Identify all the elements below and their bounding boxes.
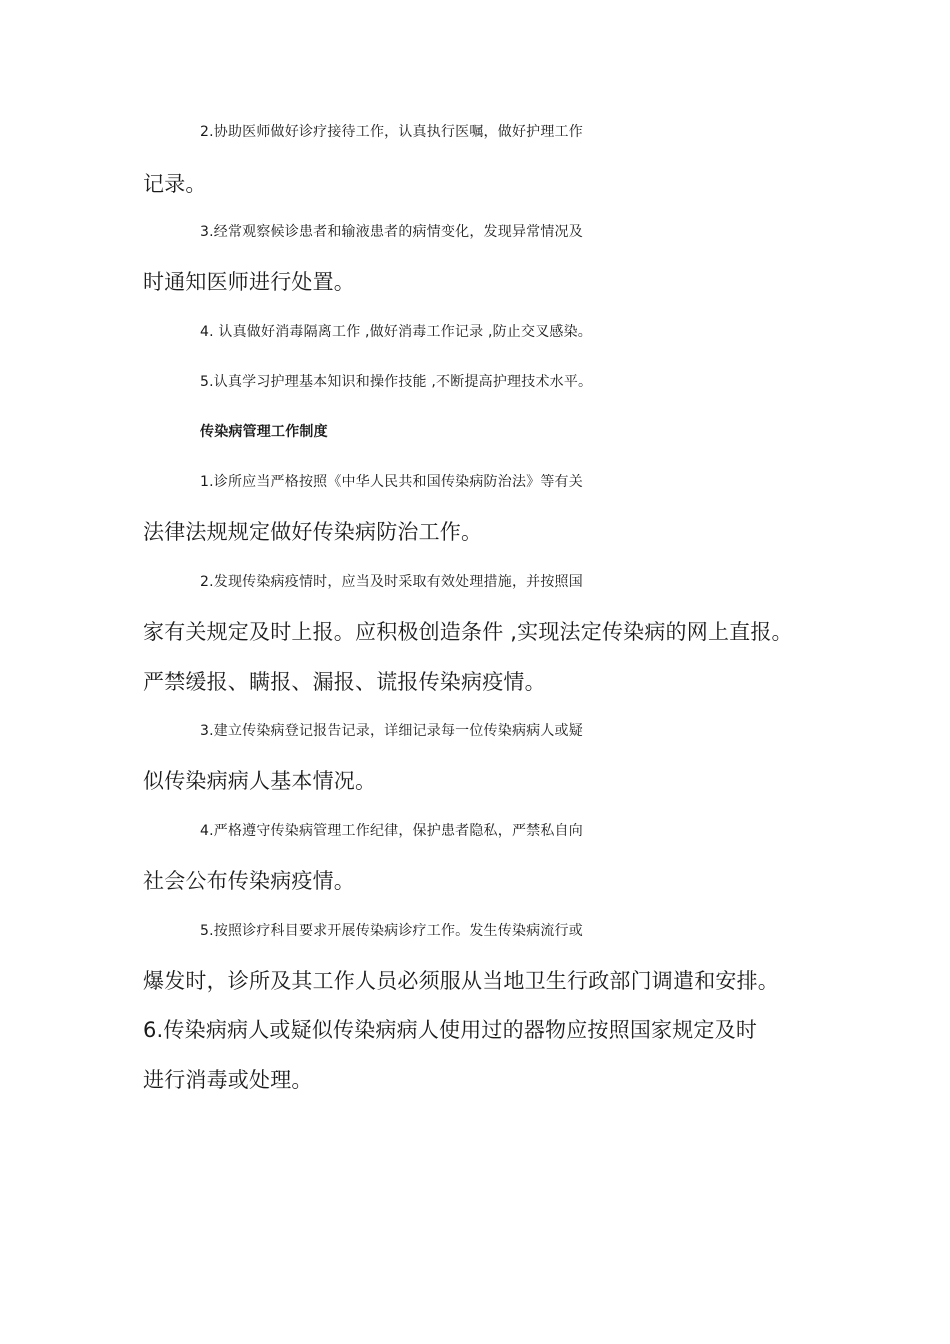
paragraph-line: 1.诊所应当严格按照《中华人民共和国传染病防治法》等有关 [200,474,583,490]
paragraph-line: 似传染病病人基本情况。 [143,769,377,793]
paragraph-line: 5.按照诊疗科目要求开展传染病诊疗工作。发生传染病流行或 [200,923,583,939]
paragraph-line: 家有关规定及时上报。应积极创造条件 ,实现法定传染病的网上直报。 [143,620,793,644]
paragraph-line: 法律法规规定做好传染病防治工作。 [143,520,483,544]
paragraph-line: 2.发现传染病疫情时，应当及时采取有效处理措施，并按照国 [200,574,583,590]
paragraph-line: 3.经常观察候诊患者和输液患者的病情变化，发现异常情况及 [200,224,583,240]
paragraph-line: 4. 认真做好消毒隔离工作 ,做好消毒工作记录 ,防止交叉感染。 [200,324,593,340]
paragraph-line: 6.传染病病人或疑似传染病病人使用过的器物应按照国家规定及时 [143,1018,758,1042]
paragraph-line: 社会公布传染病疫情。 [143,869,355,893]
paragraph-line: 4.严格遵守传染病管理工作纪律，保护患者隐私，严禁私自向 [200,823,583,839]
paragraph-line: 爆发时，诊所及其工作人员必须服从当地卫生行政部门调遣和安排。 [143,969,779,993]
section-heading: 传染病管理工作制度 [200,424,328,440]
paragraph-line: 3.建立传染病登记报告记录，详细记录每一位传染病病人或疑 [200,723,583,739]
paragraph-line: 进行消毒或处理。 [143,1068,313,1092]
paragraph-line: 时通知医师进行处置。 [143,270,355,294]
paragraph-line: 严禁缓报、瞒报、漏报、谎报传染病疫情。 [143,670,546,694]
paragraph-line: 记录。 [143,172,207,196]
paragraph-line: 5.认真学习护理基本知识和操作技能 ,不断提高护理技术水平。 [200,374,593,390]
paragraph-line: 2.协助医师做好诊疗接待工作，认真执行医嘱，做好护理工作 [200,124,583,140]
